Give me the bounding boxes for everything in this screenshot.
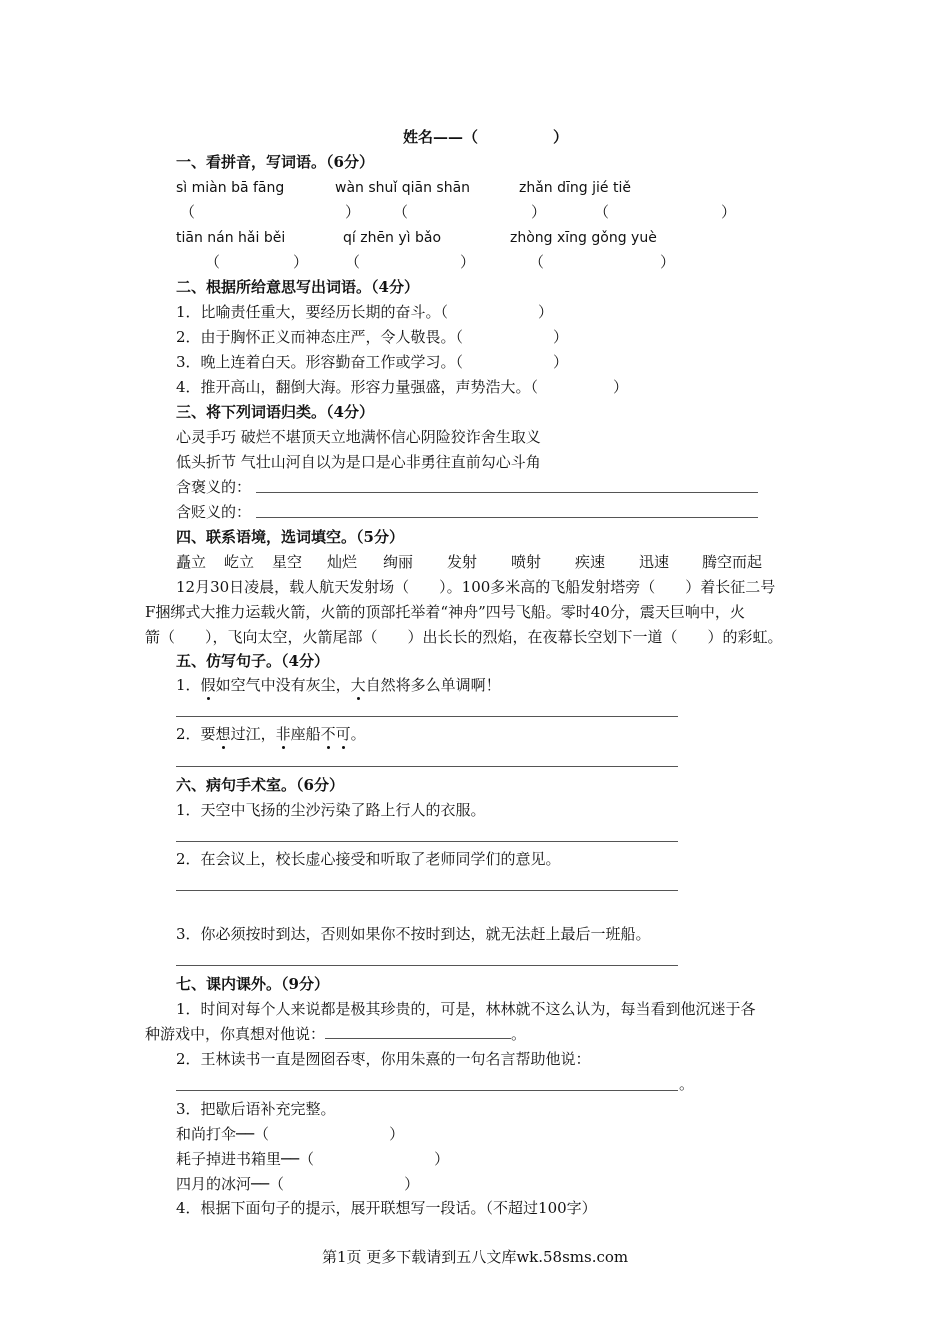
answer-paren-close: ） <box>660 253 676 271</box>
question-text: 1．时间对每个人来说都是极其珍贵的，可是，林林就不这么认为，每当看到他沉迷于各 <box>176 1000 756 1018</box>
negative-label: 含贬义的： <box>176 503 252 521</box>
passage-line: 12月30日凌晨，载人航天发射场（ ）。100多米高的飞船发射塔旁（ ）着长征二号 <box>176 578 776 596</box>
section-2-heading: 二、根据所给意思写出词语。（4分） <box>176 278 419 296</box>
xiehouyu-item: 耗子掉进书箱里──（ ） <box>176 1150 450 1168</box>
section-7-heading: 七、课内课外。（9分） <box>176 975 329 993</box>
pinyin-2: wàn shuǐ qiān shān <box>335 180 471 196</box>
word-option: 喷射 <box>511 553 542 571</box>
faulty-sentence: 2．在会议上，校长虚心接受和听取了老师同学们的意见。 <box>176 850 561 868</box>
answer-line[interactable] <box>176 841 678 842</box>
word-option: 绚丽 <box>383 553 414 571</box>
answer-paren-close: ） <box>531 203 547 221</box>
answer-blank[interactable] <box>325 1038 511 1039</box>
word-list-line: 低头折节 气壮山河自以为是口是心非勇往直前勾心斗角 <box>176 453 541 471</box>
sentence-part: 2．要 <box>176 725 216 743</box>
word-option: 迅速 <box>639 553 670 571</box>
xiehouyu-item: 四月的冰河──（ ） <box>176 1175 420 1193</box>
emphasis-char: 非 <box>275 725 291 743</box>
word-option: 矗立 <box>176 553 207 571</box>
answer-line[interactable] <box>256 492 758 493</box>
faulty-sentence: 1．天空中飞扬的尘沙污染了路上行人的衣服。 <box>176 801 486 819</box>
question-item: 1．比喻责任重大，要经历长期的奋斗。（ ） <box>176 303 554 321</box>
answer-paren-open: （ <box>180 203 196 221</box>
section-4-heading: 四、联系语境，选词填空。（5分） <box>176 528 404 546</box>
answer-paren-open: （ <box>594 203 610 221</box>
question-text: 3．把歇后语补充完整。 <box>176 1100 336 1118</box>
positive-label: 含褒义的： <box>176 478 252 496</box>
emphasis-char: 假 <box>200 676 216 694</box>
question-text <box>145 1024 526 1044</box>
section-6-heading: 六、病句手术室。（6分） <box>176 776 344 794</box>
word-option: 疾速 <box>575 553 606 571</box>
sentence-part: 如空气中没有灰尘， <box>215 676 351 694</box>
faulty-sentence: 3．你必须按时到达，否则如果你不按时到达，就无法赶上最后一班船。 <box>176 925 651 943</box>
answer-line[interactable] <box>176 1090 678 1091</box>
pinyin-1: sì miàn bā fāng <box>176 180 285 196</box>
sentence-part: 座船 <box>290 725 321 743</box>
answer-paren-open: （ <box>393 203 409 221</box>
emphasis-char: 想 <box>215 725 231 743</box>
question-item: 3．晚上连着白天。形容勤奋工作或学习。（ ） <box>176 353 569 371</box>
answer-paren-open: （ <box>345 253 361 271</box>
pinyin-5: qí zhēn yì bǎo <box>343 230 442 246</box>
answer-paren-close: ） <box>721 203 737 221</box>
page-footer: 第1页 更多下载请到五八文库wk.58sms.com <box>322 1248 629 1266</box>
sentence-part: 自然将多么单调啊！ <box>365 676 501 694</box>
question-text: 4．根据下面句子的提示，展开联想写一段话。（不超过100字） <box>176 1199 597 1217</box>
imitation-sentence-2 <box>176 724 366 744</box>
pinyin-6: zhòng xīng gǒng yuè <box>510 230 657 246</box>
pinyin-4: tiān nán hǎi běi <box>176 230 286 246</box>
question-item: 2．由于胸怀正义而神态庄严，令人敬畏。（ ） <box>176 328 569 346</box>
sentence-part: 过江， <box>230 725 276 743</box>
question-prompt: 种游戏中，你真想对他说： <box>145 1025 326 1043</box>
emphasis-char: 不 <box>320 725 336 743</box>
answer-line[interactable] <box>176 890 678 891</box>
section-1-heading: 一、看拼音，写词语。（6分） <box>176 153 374 171</box>
answer-paren-open: （ <box>205 253 221 271</box>
answer-paren-open: （ <box>529 253 545 271</box>
question-item: 4．推开高山，翻倒大海。形容力量强盛，声势浩大。（ ） <box>176 378 629 396</box>
xiehouyu-item: 和尚打伞──（ ） <box>176 1125 405 1143</box>
word-option: 屹立 <box>224 553 255 571</box>
sentence-end: 。 <box>679 1075 695 1093</box>
word-option: 星空 <box>272 553 303 571</box>
answer-line[interactable] <box>256 517 758 518</box>
word-option: 腾空而起 <box>702 553 763 571</box>
answer-paren-close: ） <box>293 253 309 271</box>
passage-line: F捆绑式大推力运载火箭，火箭的顶部托举着“神舟”四号飞船。零时40分，震天巨响中，火 <box>145 603 745 621</box>
section-3-heading: 三、将下列词语归类。（4分） <box>176 403 374 421</box>
passage-line: 箭（ ），飞向太空，火箭尾部（ ）出长长的烈焰，在夜幕长空划下一道（ ）的彩虹。 <box>145 628 783 646</box>
emphasis-char: 大 <box>350 676 366 694</box>
word-option: 灿烂 <box>327 553 358 571</box>
imitation-sentence-1 <box>176 675 501 695</box>
section-5-heading: 五、仿写句子。（4分） <box>176 652 329 670</box>
answer-line[interactable] <box>176 965 678 966</box>
answer-line[interactable] <box>176 716 678 717</box>
emphasis-char: 可 <box>335 725 351 743</box>
answer-paren-close: ） <box>460 253 476 271</box>
sentence-part: 1． <box>176 676 201 694</box>
pinyin-3: zhǎn dīng jié tiě <box>519 180 631 196</box>
sentence-end: 。 <box>511 1025 527 1043</box>
word-option: 发射 <box>447 553 478 571</box>
answer-line[interactable] <box>176 766 678 767</box>
page-title: 姓名——（ ） <box>403 128 569 146</box>
sentence-part: 。 <box>350 725 366 743</box>
answer-paren-close: ） <box>345 203 361 221</box>
question-text: 2．王林读书一直是囫囵吞枣，你用朱熹的一句名言帮助他说： <box>176 1050 591 1068</box>
word-list-line: 心灵手巧 破烂不堪顶天立地满怀信心阴险狡诈舍生取义 <box>176 428 541 446</box>
